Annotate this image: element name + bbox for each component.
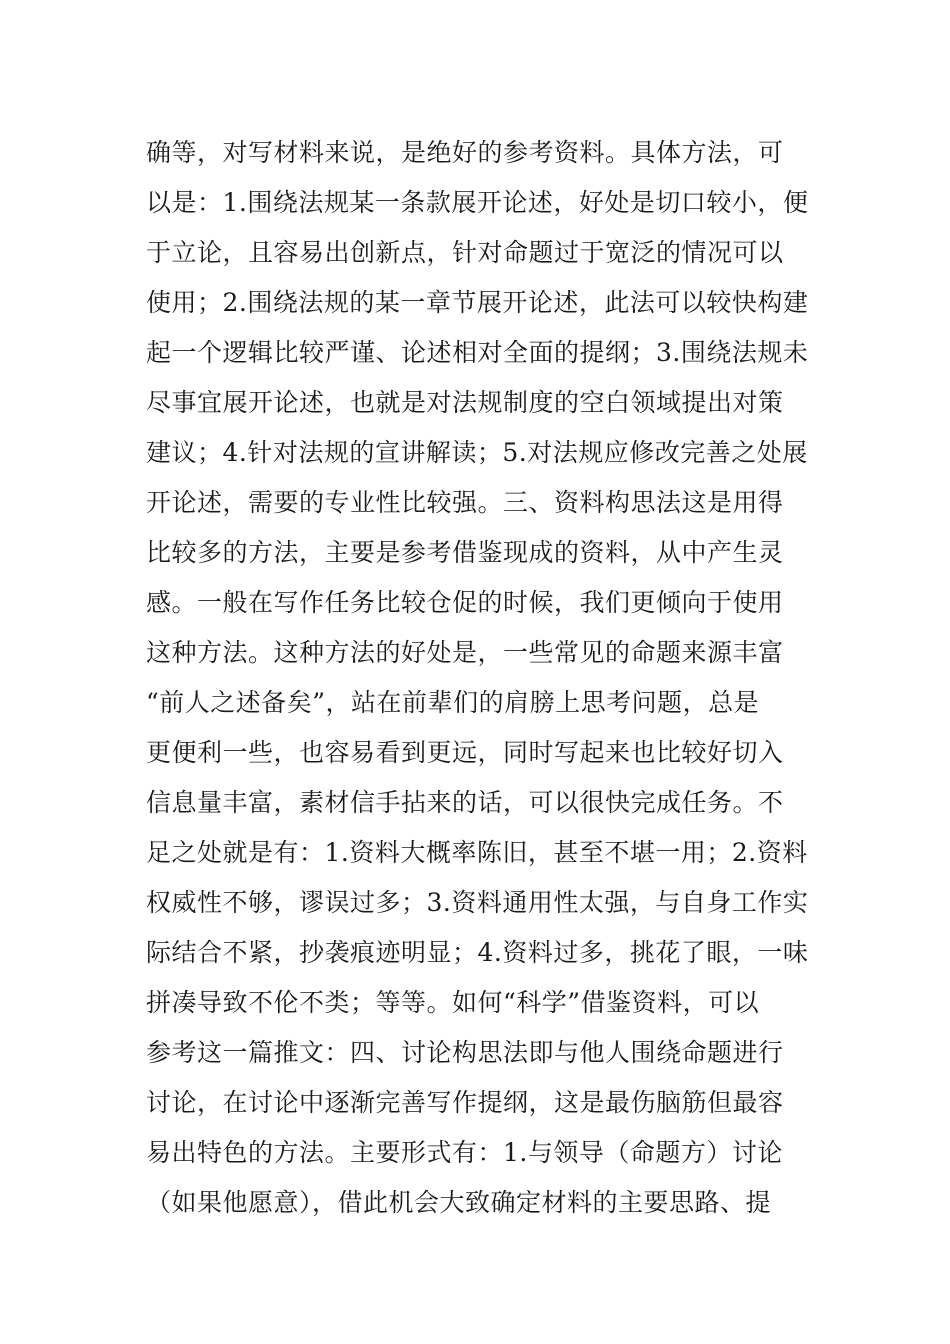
text-line: 更便利一些，也容易看到更远，同时写起来也比较好切入 bbox=[146, 738, 784, 767]
text-line: 比较多的方法，主要是参考借鉴现成的资料，从中产生灵 bbox=[146, 538, 784, 567]
text-line: 尽事宜展开论述，也就是对法规制度的空白领域提出对策 bbox=[146, 388, 784, 417]
text-line: 建议；4.针对法规的宣讲解读；5.对法规应修改完善之处展 bbox=[146, 438, 808, 467]
text-line: （如果他愿意），借此机会大致确定材料的主要思路、提 bbox=[146, 1188, 772, 1217]
text-line: 起一个逻辑比较严谨、论述相对全面的提纲；3.围绕法规未 bbox=[146, 338, 809, 367]
text-line: 感。一般在写作任务比较仓促的时候，我们更倾向于使用 bbox=[146, 588, 784, 617]
text-line: 参考这一篇推文：四、讨论构思法即与他人围绕命题进行 bbox=[146, 1038, 784, 1067]
text-line: “前人之述备矣”，站在前辈们的肩膀上思考问题，总是 bbox=[146, 688, 760, 717]
text-line: 权威性不够，谬误过多；3.资料通用性太强，与自身工作实 bbox=[146, 888, 809, 917]
text-line: 拼凑导致不伦不类；等等。如何“科学”借鉴资料，可以 bbox=[146, 988, 760, 1017]
body-text bbox=[146, 128, 816, 1228]
text-line: 际结合不紧，抄袭痕迹明显；4.资料过多，挑花了眼，一味 bbox=[146, 938, 809, 967]
text-line: 于立论，且容易出创新点，针对命题过于宽泛的情况可以 bbox=[146, 238, 784, 267]
text-line: 易出特色的方法。主要形式有：1.与领导（命题方）讨论 bbox=[146, 1138, 783, 1167]
text-line: 开论述，需要的专业性比较强。三、资料构思法这是用得 bbox=[146, 488, 784, 517]
text-line: 以是：1.围绕法规某一条款展开论述，好处是切口较小，便 bbox=[146, 188, 809, 217]
text-line: 使用；2.围绕法规的某一章节展开论述，此法可以较快构建 bbox=[146, 288, 809, 317]
text-line: 足之处就是有：1.资料大概率陈旧，甚至不堪一用；2.资料 bbox=[146, 838, 808, 867]
text-line: 信息量丰富，素材信手拈来的话，可以很快完成任务。不 bbox=[146, 788, 784, 817]
text-line: 这种方法。这种方法的好处是，一些常见的命题来源丰富 bbox=[146, 638, 784, 667]
text-line: 确等，对写材料来说，是绝好的参考资料。具体方法，可 bbox=[146, 138, 784, 167]
text-line: 讨论，在讨论中逐渐完善写作提纲，这是最伤脑筋但最容 bbox=[146, 1088, 784, 1117]
